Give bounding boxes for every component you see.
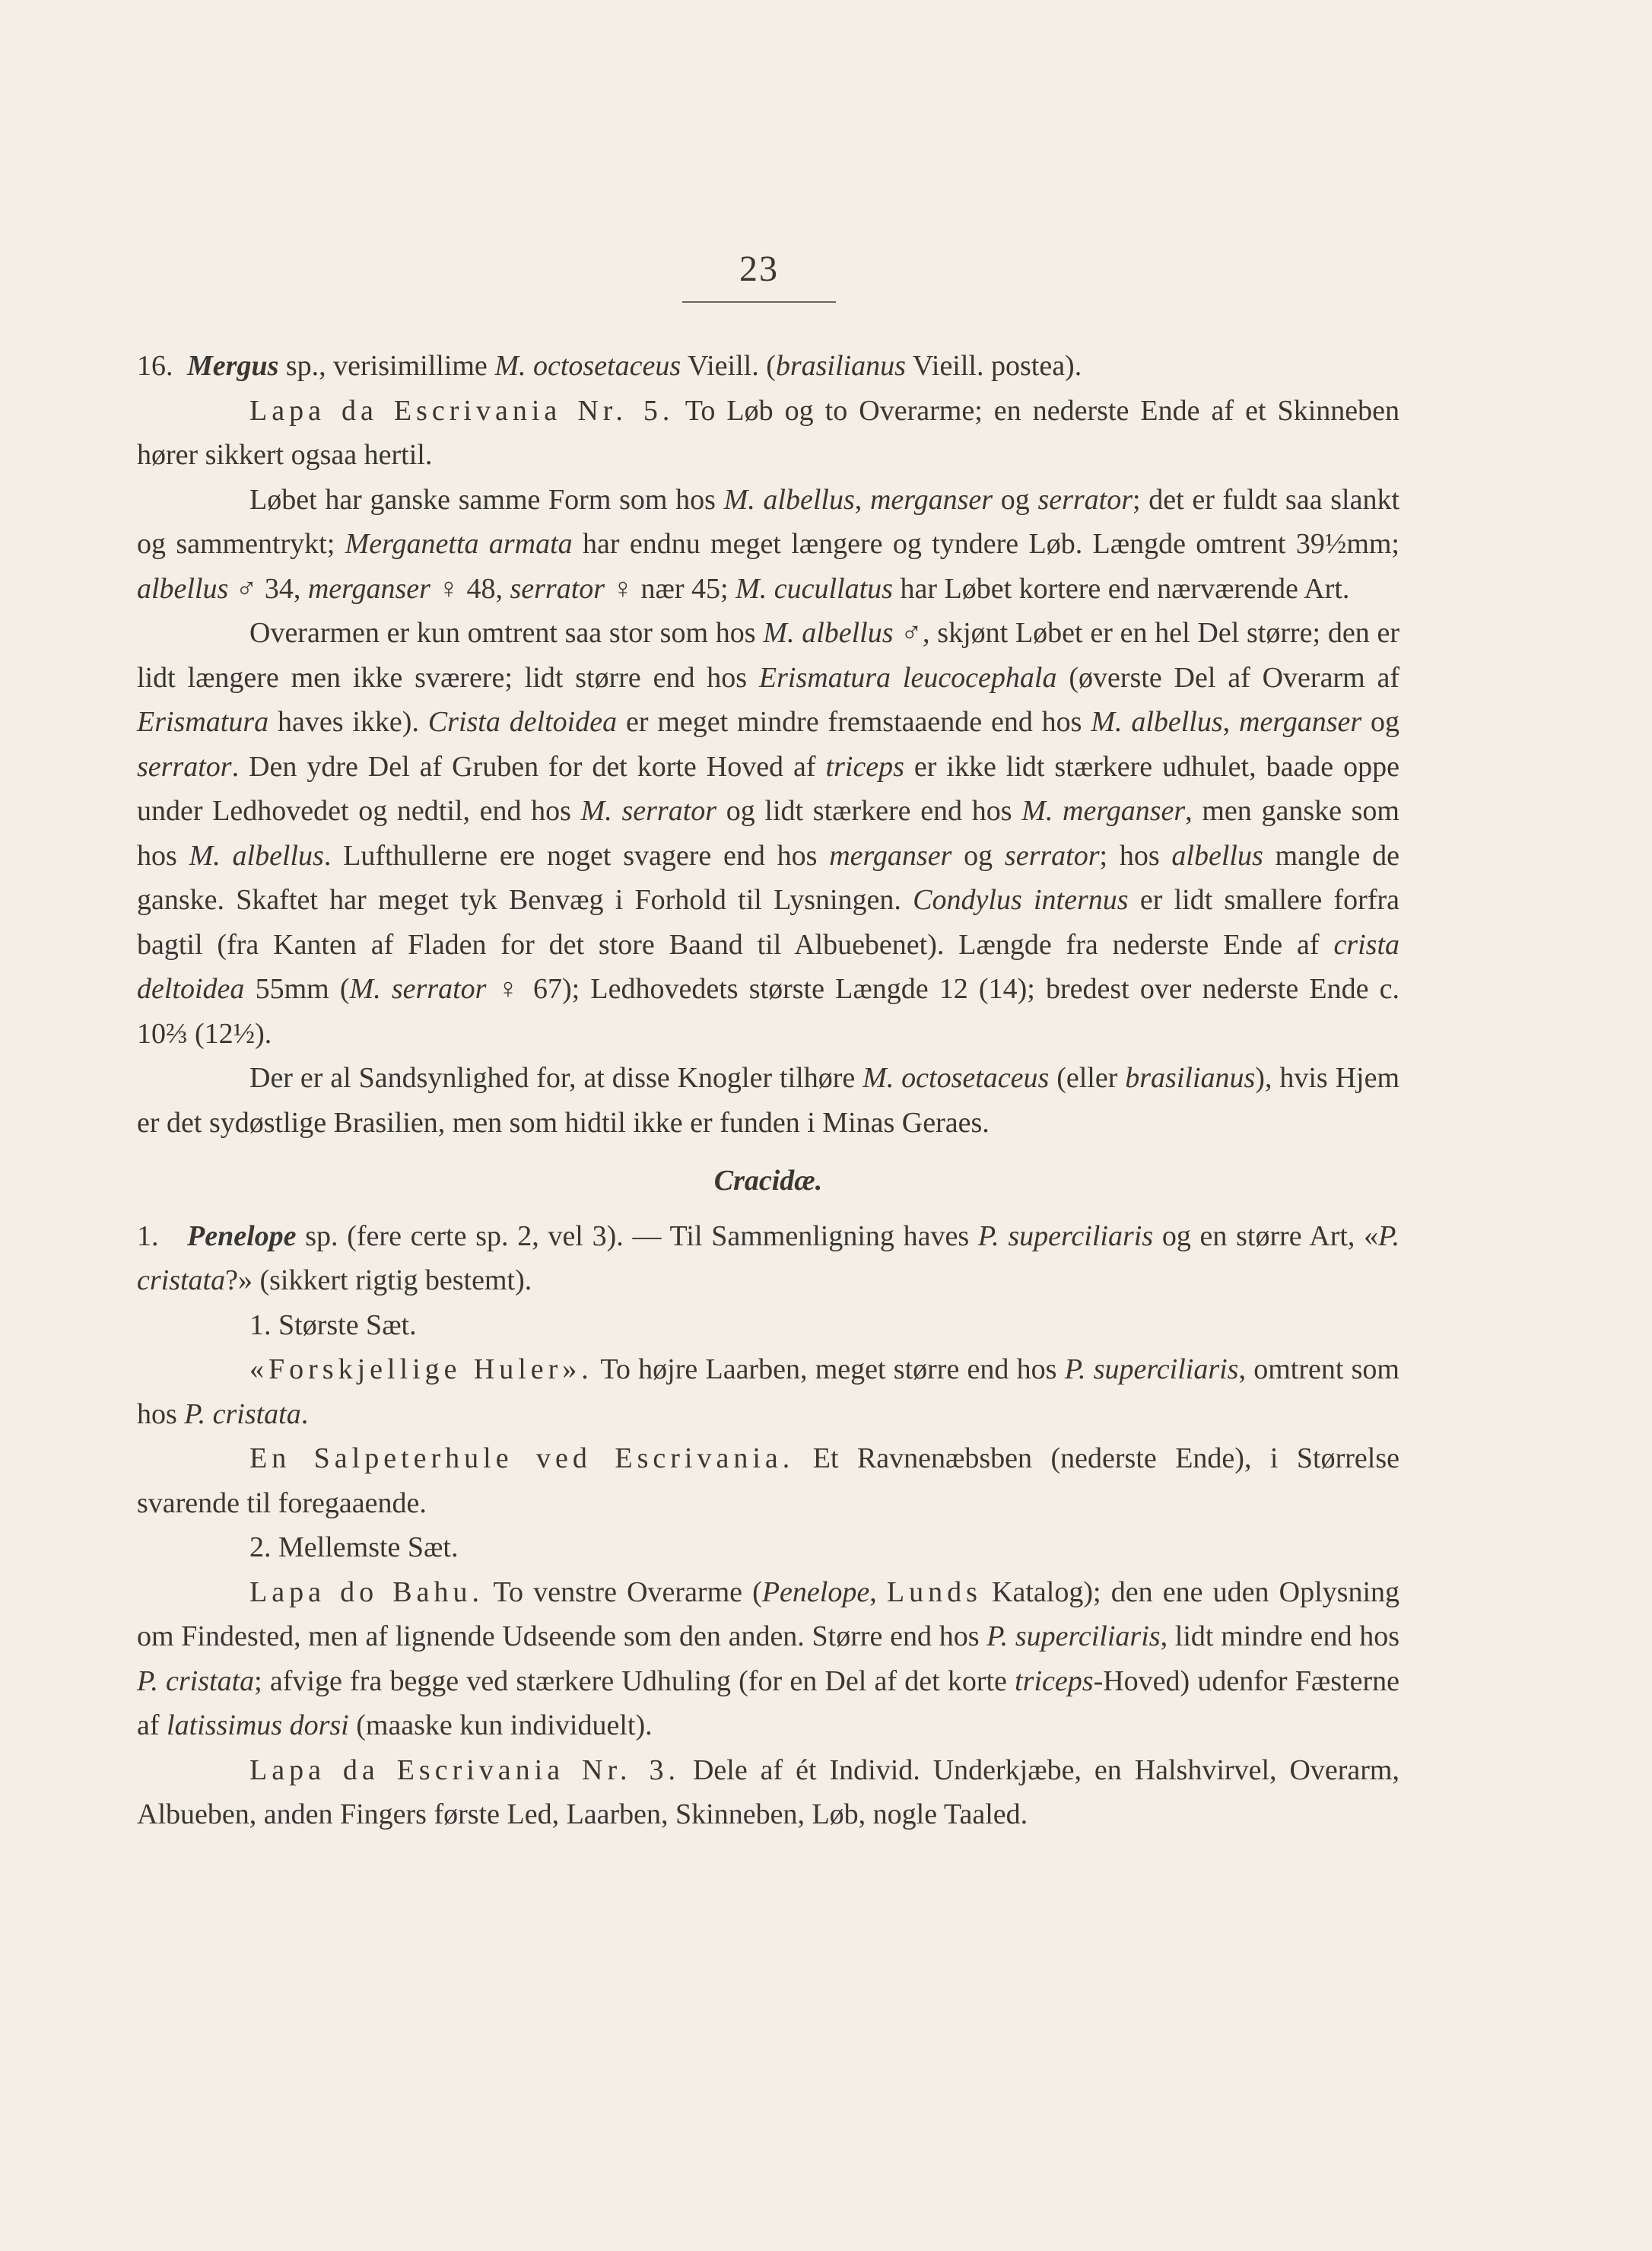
text-run: To højre Laarben, meget større end hos [592,1353,1065,1385]
locality-lapa-da-escrivania-3 [137,1748,1399,1837]
text-run: har endnu meget længere og tyndere Løb. Længde omtrent 39½mm; [572,528,1399,560]
text-run: albellus [137,572,229,605]
text-run: «Forskjellige Huler». [249,1353,593,1385]
text-run: merganser [1239,706,1362,738]
entry-16-heading [137,344,1399,389]
text-run: er ikke lidt stærkere udhulet, baade oppe under Ledhovedet og nedtil, end hos [137,750,1399,827]
text-run: Lapa da Escrivania Nr. 3. [249,1753,680,1786]
entry-1-heading [137,1214,1399,1303]
text-run: Mergus [187,350,279,382]
set-1-heading [137,1303,1399,1348]
conclusion-paragraph [137,1056,1399,1145]
text-run: Merganetta armata [345,528,573,560]
text-run: M. albellus [763,617,894,649]
text-run: ), hvis Hjem er det sydøstlige Brasilien, men som hidtil ikke er funden i Minas Geraes. [137,1062,1399,1139]
text-run: serrator [1004,839,1100,872]
text-run: M. octosetaceus [494,350,681,382]
text-run: , [869,1575,887,1608]
text-run: ♀ 48, [430,572,510,605]
text-run: P. cristata [184,1397,301,1430]
text-run: ♀ nær 45; [605,572,736,605]
text-run: 1. [137,1219,159,1252]
text-run: Cracidæ. [713,1165,823,1197]
text-run: ; det er fuldt saa slankt og sammentrykt; [137,483,1400,560]
text-run: M. albellus [1091,706,1223,738]
text-run: (eller [1049,1062,1126,1094]
text-run: . [300,1397,309,1430]
locality-lapa-do-bahu [137,1570,1399,1748]
text-run: , [1222,706,1240,738]
page-number: 23 [739,249,779,289]
page-body [137,344,1399,1837]
text-run: sp., verisimillime [278,350,495,382]
text-run: (øverste Del af Overarm af [1056,661,1400,694]
text-run: mangle de ganske. Skaftet har meget tyk Benvæg i Forhold til Lysningen. [137,839,1400,916]
text-run: latissimus dorsi [167,1709,349,1741]
text-run: Katalog); den ene uden Oplysning om Findested, men af lignende Udseende som den anden. Større end hos [137,1575,1400,1652]
text-run: En Salpeterhule ved Escrivania. [249,1442,795,1474]
locality-salpeterhule [137,1436,1399,1525]
text-run: haves ikke). [268,706,428,738]
text-run: ; hos [1099,839,1172,872]
text-run: Løbet har ganske samme Form som hos [249,483,724,516]
text-run: og en større Art, « [1153,1219,1379,1252]
text-run: Lapa do Bahu. [249,1575,484,1608]
text-run: merganser [307,572,430,605]
text-run: M. albellus [189,839,324,872]
text-run: serrator [510,572,605,605]
text-run: Dele af ét Individ. Underkjæbe, en Halshvirvel, Overarm, Albueben, anden Fingers første Led, Laarben, Skinneben, Løb, nogle Taaled. [137,1753,1399,1830]
text-run: Lunds [886,1575,982,1608]
text-run: Penelope [761,1575,870,1608]
text-run: . Den ydre Del af Gruben for det korte Hoved af [231,750,826,783]
text-run: P. cristata [137,1219,1399,1296]
text-run: M. albellus [723,483,855,516]
text-run: brasilianus [775,350,906,382]
text-run: M. merganser [1021,795,1186,827]
text-run: . Lufthullerne ere noget svagere end hos [323,839,830,872]
text-run: Erismatura leucocephala [758,661,1057,694]
text-run: har Løbet kortere end nærværende Art. [892,572,1350,605]
text-run: ; afvige fra begge ved stærkere Udhuling (for en Del af det korte [254,1664,1015,1697]
text-run: M. serrator [580,795,717,827]
text-run: ♀ 67); Ledhovedets største Længde 12 (14); bredest over nederste Ende c. 10⅔ (12½). [137,973,1399,1050]
text-run: brasilianus [1125,1062,1256,1094]
text-run: crista deltoidea [137,928,1399,1005]
text-run: , men ganske som hos [137,795,1399,872]
text-run: er meget mindre fremstaaende end hos [617,706,1091,738]
text-run: 16. [137,350,173,382]
text-run: og lidt stærkere end hos [716,795,1022,827]
text-run: , [854,483,870,516]
text-run: -Hoved) udenfor Fæsterne af [137,1664,1399,1741]
text-run: Erismatura [137,706,269,738]
text-run: Penelope [187,1219,297,1252]
text-run: Vieill. postea). [905,350,1082,382]
text-run: To Løb og to Overarme; en nederste Ende af et Skinneben hører sikkert ogsaa hertil. [137,394,1399,471]
text-run: P. superciliaris [1064,1353,1239,1385]
text-run: ♂, skjønt Løbet er en hel Del større; den er lidt længere men ikke sværere; lidt større end hos [137,617,1399,694]
text-run: M. serrator [349,973,487,1005]
text-run: Vieill. ( [681,350,776,382]
text-run: Overarmen er kun omtrent saa stor som hos [249,617,764,649]
text-run: sp. (fere certe sp. 2, vel 3). — Til Sammenligning haves [296,1219,978,1252]
text-run: 2. Mellemste Sæt. [249,1531,459,1563]
text-run: serrator [1037,483,1133,516]
page-number-rule [682,301,836,303]
tarsus-paragraph [137,478,1399,612]
text-run: Condylus internus [913,884,1129,916]
text-run: , omtrent som hos [137,1353,1399,1430]
text-run: ?» (sikkert rigtig bestemt). [225,1264,532,1296]
text-run: 55mm ( [244,973,350,1005]
text-run: M. cucullatus [735,572,893,605]
text-run: P. superciliaris [977,1219,1154,1252]
text-run: Et Ravnenæbsben (nederste Ende), i Størrelse svarende til foregaaende. [137,1442,1400,1519]
text-run: serrator [137,750,232,783]
set-2-heading [137,1525,1399,1570]
text-run: er lidt smallere forfra bagtil (fra Kanten af Fladen for det store Baand til Albuebenet). Længde fra nederste Ende af [137,884,1400,961]
locality-paragraph [137,389,1399,478]
text-run: (maaske kun individuelt). [348,1709,653,1741]
text-run: Lapa da Escrivania Nr. 5. [249,394,675,427]
text-run: merganser [829,839,952,872]
text-run: triceps [1015,1664,1094,1697]
text-run: og [1361,706,1400,738]
text-run: merganser [869,483,993,516]
text-run: ♂ 34, [228,572,308,605]
text-run: M. octosetaceus [863,1062,1050,1094]
locality-forskjellige-huler [137,1347,1399,1436]
text-run: Crista deltoidea [427,706,618,738]
humerus-paragraph [137,611,1399,1056]
text-run: albellus [1171,839,1263,872]
text-run: 1. Største Sæt. [249,1308,417,1341]
text-run: , lidt mindre end hos [1160,1620,1399,1652]
text-run: P. cristata [137,1664,255,1697]
text-run: Der er al Sandsynlighed for, at disse Knogler tilhøre [249,1062,863,1094]
text-run: og [993,483,1038,516]
text-run: P. superciliaris [986,1620,1161,1652]
family-heading-cracidae [137,1159,1399,1203]
text-run: og [951,839,1005,872]
text-run: To venstre Overarme ( [484,1575,762,1608]
text-run: triceps [825,750,904,783]
